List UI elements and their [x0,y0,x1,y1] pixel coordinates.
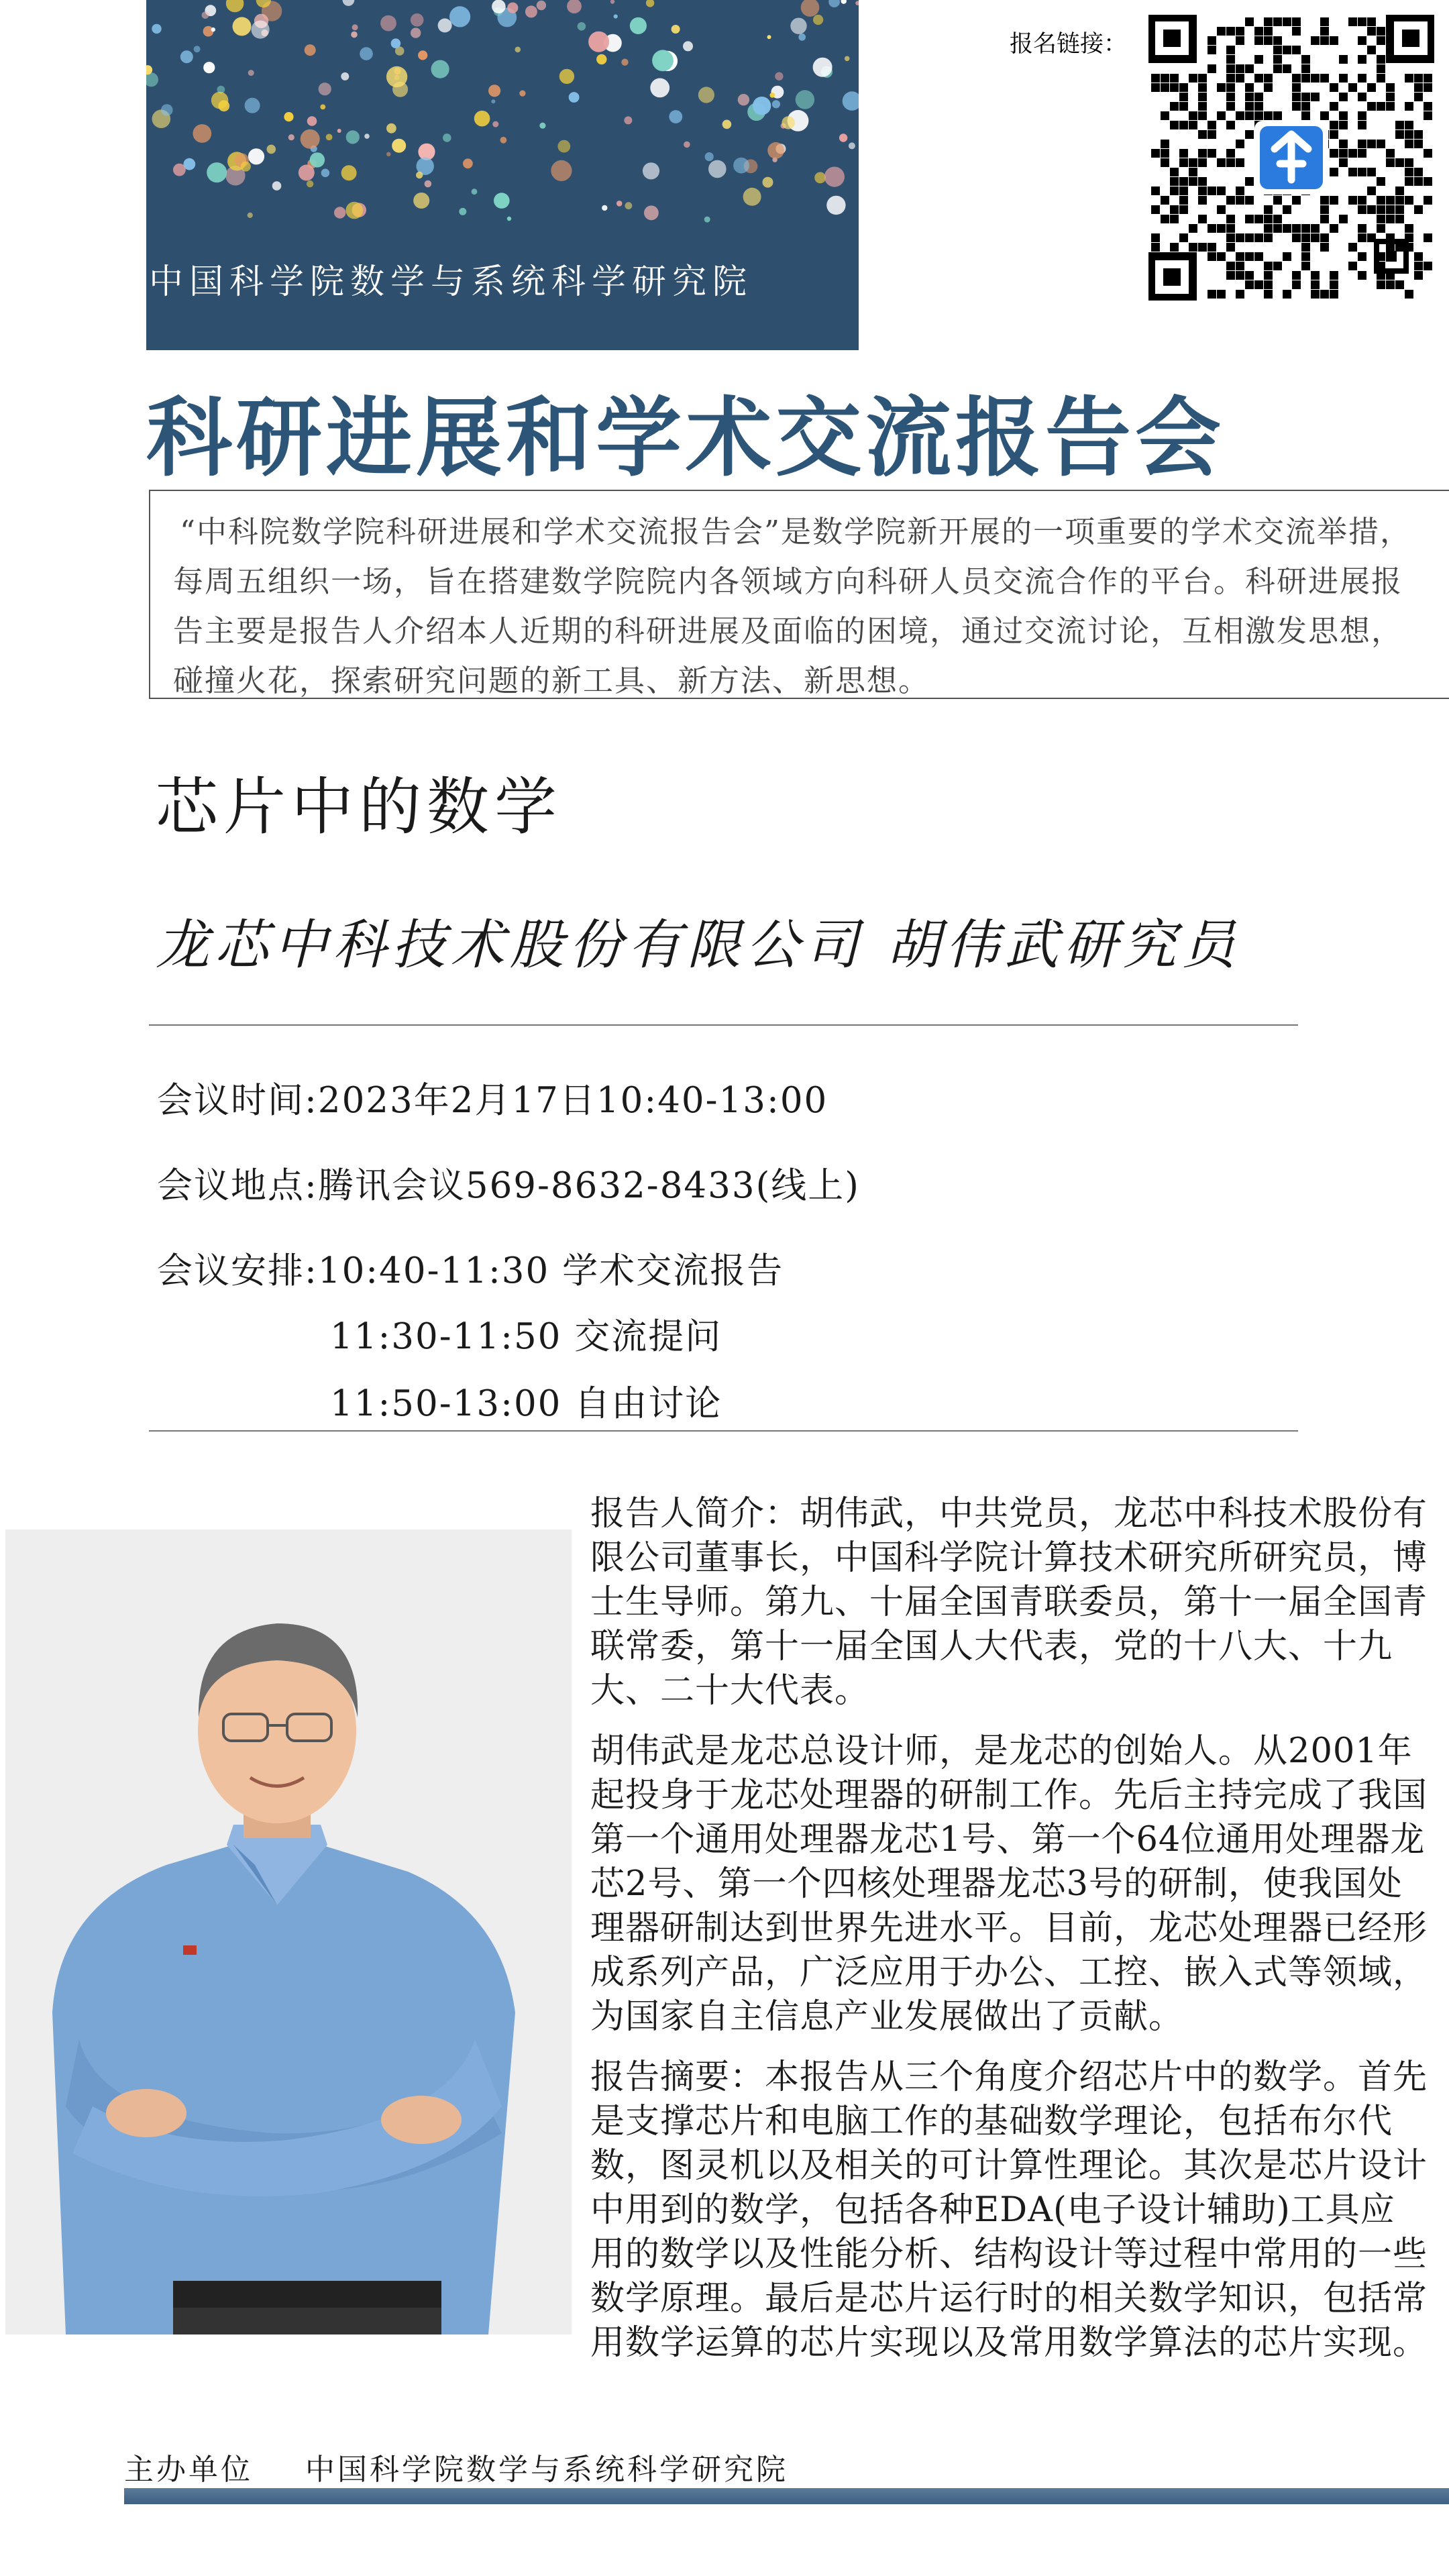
meeting-place: 会议地点:腾讯会议569-8632-8433(线上) [157,1165,860,1206]
banner-institute-caption: 中国科学院数学与系统科学研究院 [149,262,753,302]
speaker-background-paragraph: 胡伟武是龙芯总设计师，是龙芯的创始人。从2001年起投身于龙芯处理器的研制工作。先后主持完成了我国第一个通用处理器龙芯1号、第一个64位通用处理器龙芯2号、第一个四核处理器龙芯3号的研制，使我国处理器研制达到世界先进水平。目前，龙芯处理器已经形成系列产品，广泛应用于办公、工控、嵌入式等领域，为国家自主信息产业发展做出了贡献。 [590,1731,1428,2037]
divider [149,1430,1298,1432]
meeting-schedule [157,1242,784,1293]
qr-code-icon [1148,15,1434,301]
page-title: 科研进展和学术交流报告会 [146,388,1226,488]
meeting-time: 会议时间:2023年2月17日10:40-13:00 [157,1080,828,1121]
talk-abstract-paragraph: 报告摘要：本报告从三个角度介绍芯片中的数学。首先是支撑芯片和电脑工作的基础数学理论，包括布尔代数，图灵机以及相关的可计算性理论。其次是芯片设计中用到的数学，包括各种EDA(电子设计辅助)工具应用的数学以及性能分析、结构设计等过程中常用的一些数学原理。最后是芯片运行时的相关数学知识，包括常用数学运算的芯片实现以及常用数学算法的芯片实现。 [590,2057,1428,2363]
signup-qr-code[interactable] [1148,15,1434,301]
header-banner [146,0,859,350]
divider [149,1024,1298,1026]
speaker-bio-paragraph: 报告人简介：胡伟武，中共党员，龙芯中科技术股份有限公司董事长，中国科学院计算技术研究所研究员，博士生导师。第九、十届全国青联委员，第十一届全国青联常委，第十一届全国人大代表，党的十八大、十九大、二十大代表。 [590,1494,1428,1711]
intro-paragraph: “中科院数学院科研进展和学术交流报告会”是数学院新开展的一项重要的学术交流举措，每周五组织一场，旨在搭建数学院院内各领域方向科研人员交流合作的平台。科研进展报告主要是报告人介绍本人近期的科研进展及面临的困境，通过交流讨论，互相激发思想，碰撞火花，探索研究问题的新工具、新方法、新思想。 [173,514,1412,698]
schedule-item: 11:30-11:50 交流提问 [330,1316,722,1357]
speaker-photo-illustration [5,1529,572,2334]
footer-bar [124,2488,1449,2504]
speaker-portrait [5,1529,572,2334]
schedule-item: 10:40-11:30 学术交流报告 [317,1250,784,1291]
schedule-item: 11:50-13:00 自由讨论 [330,1383,722,1424]
organizer-label: 主办单位 [124,2453,253,2487]
speaker-line: 龙芯中科技术股份有限公司 胡伟武研究员 [156,914,1241,976]
schedule-label: 会议安排: [157,1250,318,1291]
organizer-name: 中国科学院数学与系统科学研究院 [305,2453,788,2487]
talk-title: 芯片中的数学 [156,771,562,843]
signup-link-label: 报名链接： [1010,31,1128,58]
